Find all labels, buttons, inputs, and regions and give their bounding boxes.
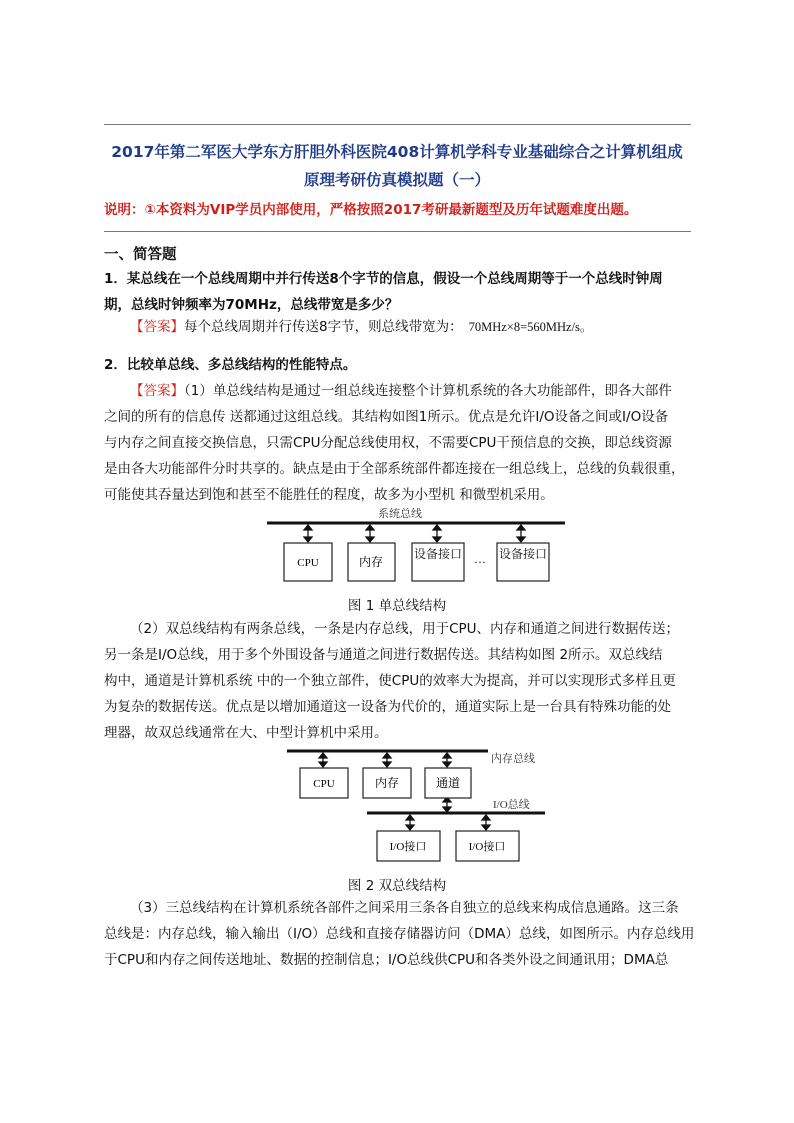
note-text: 说明：①本资料为VIP学员内部使用，严格按照2017考研最新题型及历年试题难度出题。: [104, 202, 638, 218]
figure-2-dual-bus-diagram: [0, 745, 794, 870]
answer-1-formula: 70MHz×8=560MHz/s。: [468, 320, 593, 334]
fig2-memory-bus-label: 内存总线: [491, 753, 535, 765]
figure-1-single-bus-diagram: [0, 508, 794, 588]
top-rule: [104, 124, 691, 125]
fig1-box-label: CPU: [297, 557, 319, 569]
answer-2-p3-line: 于CPU和内存之间传送地址、数据的控制信息；I/O总线供CPU和各类外设之间通讯用；DMA总: [104, 952, 669, 968]
answer-2-p3-line: （3）三总线结构在计算机系统各部件之间采用三条各自独立的总线来构成信息通路。这三条: [130, 900, 679, 916]
answer-2-p3-line: 总线是：内存总线，输入输出（I/O）总线和直接存储器访问（DMA）总线，如图所示。内存总线用: [104, 926, 695, 942]
answer-2-tag: 【答案】: [130, 383, 184, 399]
answer-2-p2-line: 为复杂的数据传送。优点是以增加通道这一设备为代价的，通道实际上是一台具有特殊功能的处: [104, 699, 671, 715]
fig2-box-label: 内存: [374, 776, 400, 790]
fig1-box-label: 设备接口: [498, 547, 547, 561]
answer-1: [130, 314, 690, 340]
answer-2-p1-line: 可能使其吞量达到饱和甚至不能胜任的程度，故多为小型机 和微型机采用。: [104, 487, 554, 503]
page-title: [100, 138, 694, 194]
question-2: 2．比较单总线、多总线结构的性能特点。: [104, 357, 357, 373]
fig2-box-label: 通道: [435, 776, 461, 790]
answer-2-p2-line: 理器，故双总线通常在大、中型计算机中采用。: [104, 725, 388, 741]
fig1-box-label: 内存: [358, 555, 384, 569]
question-1-line-1: 1．某总线在一个总线周期中并行传送8个字节的信息，假设一个总线周期等于一个总线时钟周: [104, 271, 663, 287]
answer-2-p2-line: 另一条是I/O总线，用于多个外围设备与通道之间进行数据传送。其结构如图 2所示。双总线结: [104, 647, 663, 663]
fig2-box-label: CPU: [313, 778, 335, 790]
answer-2-p2-line: （2）双总线结构有两条总线，一条是内存总线，用于CPU、内存和通道之间进行数据传送；: [130, 621, 680, 637]
section-title: 一、简答题: [104, 247, 177, 263]
fig1-bus-label: 系统总线: [378, 508, 422, 520]
answer-2-p1-line-1: （1）单总线结构是通过一组总线连接整个计算机系统的各大功能部件，即各大部件: [184, 383, 672, 399]
answer-2-p2-line: 构中，通道是计算机系统 中的一个独立部件，使CPU的效率大为提高，并可以实现形式多样且更: [104, 673, 676, 689]
fig2-io-bus-label: I/O总线: [493, 799, 530, 811]
title-line-1: 2017年第二军医大学东方肝胆外科医院408计算机学科专业基础综合之计算机组成: [111, 143, 683, 161]
fig2-box-label: I/O接口: [389, 841, 427, 853]
answer-2-p1-line: 之间的所有的信息传 送都通过这组总线。其结构如图1所示。优点是允许I/O设备之间或I/O设备: [104, 409, 669, 425]
title-line-2: 原理考研仿真模拟题（一）: [303, 171, 490, 189]
answer-2-paragraph-1: [104, 378, 694, 508]
figure-2-caption: 图 2 双总线结构: [347, 878, 447, 894]
fig1-ellipsis: ···: [474, 555, 486, 569]
answer-1-tag: 【答案】: [130, 319, 184, 335]
question-1-line-2: 期，总线时钟频率为70MHz，总线带宽是多少？: [104, 297, 399, 313]
header-bottom-rule: [104, 231, 691, 232]
question-1: [104, 266, 694, 318]
answer-2-paragraph-2: [104, 616, 694, 746]
fig1-box-label: 设备接口: [413, 547, 462, 561]
figure-1-caption: 图 1 单总线结构: [347, 598, 447, 614]
fig2-box-label: I/O接口: [468, 841, 506, 853]
answer-1-text: 每个总线周期并行传送8字节，则总线带宽为：: [184, 319, 463, 335]
answer-2-p1-line: 与内存之间直接交换信息，只需CPU分配总线使用权，不需要CPU干预信息的交换，即总线资源: [104, 435, 672, 451]
answer-2-paragraph-3: [104, 895, 694, 973]
answer-2-p1-line: 是由各大功能部件分时共享的。缺点是由于全部系统部件都连接在一组总线上，总线的负载很重，: [104, 461, 685, 477]
